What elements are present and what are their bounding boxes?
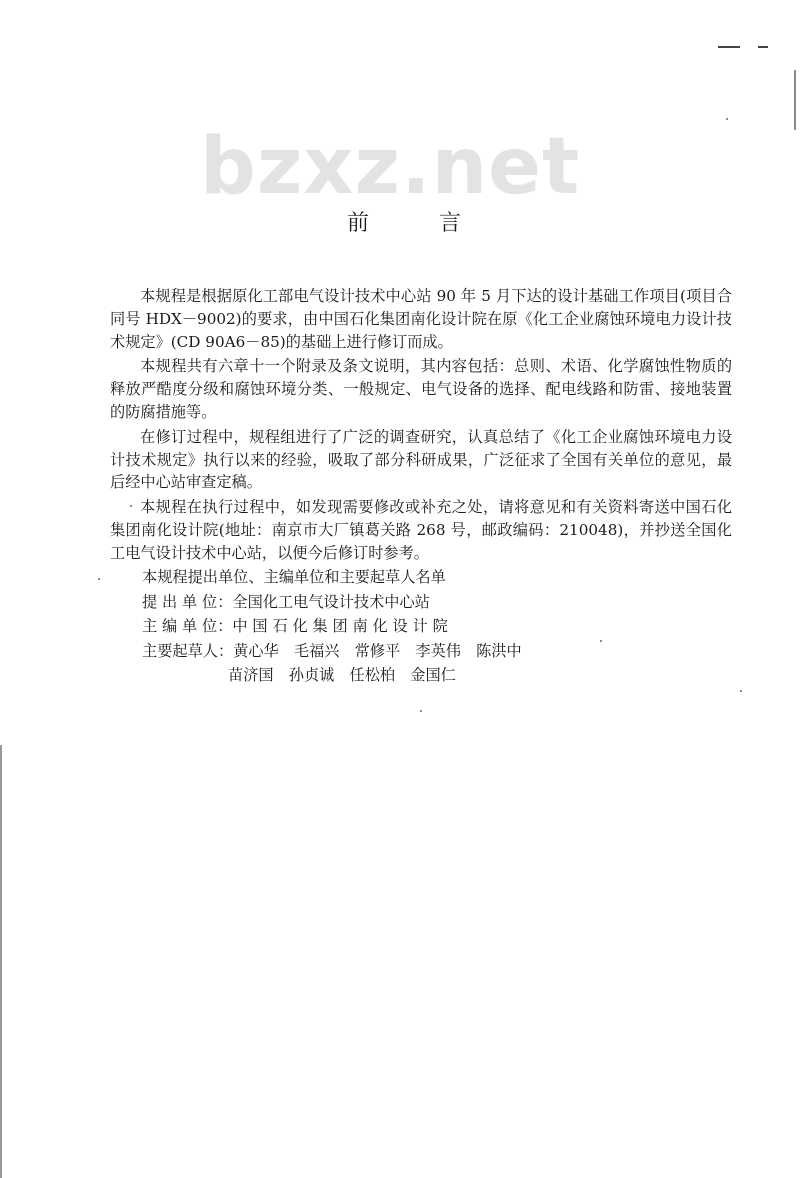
scan-left-edge-line — [0, 745, 2, 1178]
drafting-info-heading: 本规程提出单位、主编单位和主要起草人名单 — [142, 568, 446, 586]
scan-mark-top-right — [718, 46, 740, 48]
paragraph-2: 本规程共有六章十一个附录及条文说明，其内容包括：总则、术语、化学腐蚀性物质的释放严酷度分级和腐蚀环境分类、一般规定、电气设备的选择、配电线路和防雷、接地装置的防腐措施等。 — [110, 357, 732, 421]
chief-editing-unit: 主 编 单 位：中 国 石 化 集 团 南 化 设 计 院 — [142, 617, 448, 635]
drafting-info — [142, 565, 522, 688]
scan-speck — [98, 578, 100, 580]
site-watermark: bzxz.net — [200, 122, 581, 212]
main-drafters-continued: 苗济国 孙贞诚 任松柏 金国仁 — [228, 666, 456, 684]
paragraph-4: 本规程在执行过程中，如发现需要修改或补充之处，请将意见和有关资料寄送中国石化集团南化设计院(地址：南京市大厂镇葛关路 268 号，邮政编码：210048)，并抄送全国化工电气设计技术中心站，以便今后修订时参考。 — [110, 498, 732, 562]
scan-mark-right-edge — [794, 70, 796, 130]
scan-speck — [130, 505, 132, 507]
scan-speck — [600, 640, 602, 642]
paragraph-3: 在修订过程中，规程组进行了广泛的调查研究，认真总结了《化工企业腐蚀环境电力设计技术规定》执行以来的经验，吸取了部分科研成果，广泛征求了全国有关单位的意见，最后经中心站审查定稿。 — [110, 427, 732, 492]
scan-speck — [740, 690, 742, 692]
preface-body — [110, 285, 732, 567]
page-title: 前 言 — [346, 211, 485, 236]
main-drafters: 主要起草人：黄心华 毛福兴 常修平 李英伟 陈洪中 — [142, 641, 522, 660]
scan-speck — [420, 710, 422, 712]
scan-speck — [726, 118, 728, 120]
paragraph-1: 本规程是根据原化工部电气设计技术中心站 90 年 5 月下达的设计基础工作项目(项目合同号 HDX－9002)的要求，由中国石化集团南化设计院在原《化工企业腐蚀环境电力设计技术规定》(CD 90A6－85)的基础上进行修订而成。 — [110, 287, 732, 351]
proposing-unit: 提 出 单 位：全国化工电气设计技术中心站 — [142, 592, 430, 611]
scan-mark-top-right-2 — [758, 46, 768, 48]
